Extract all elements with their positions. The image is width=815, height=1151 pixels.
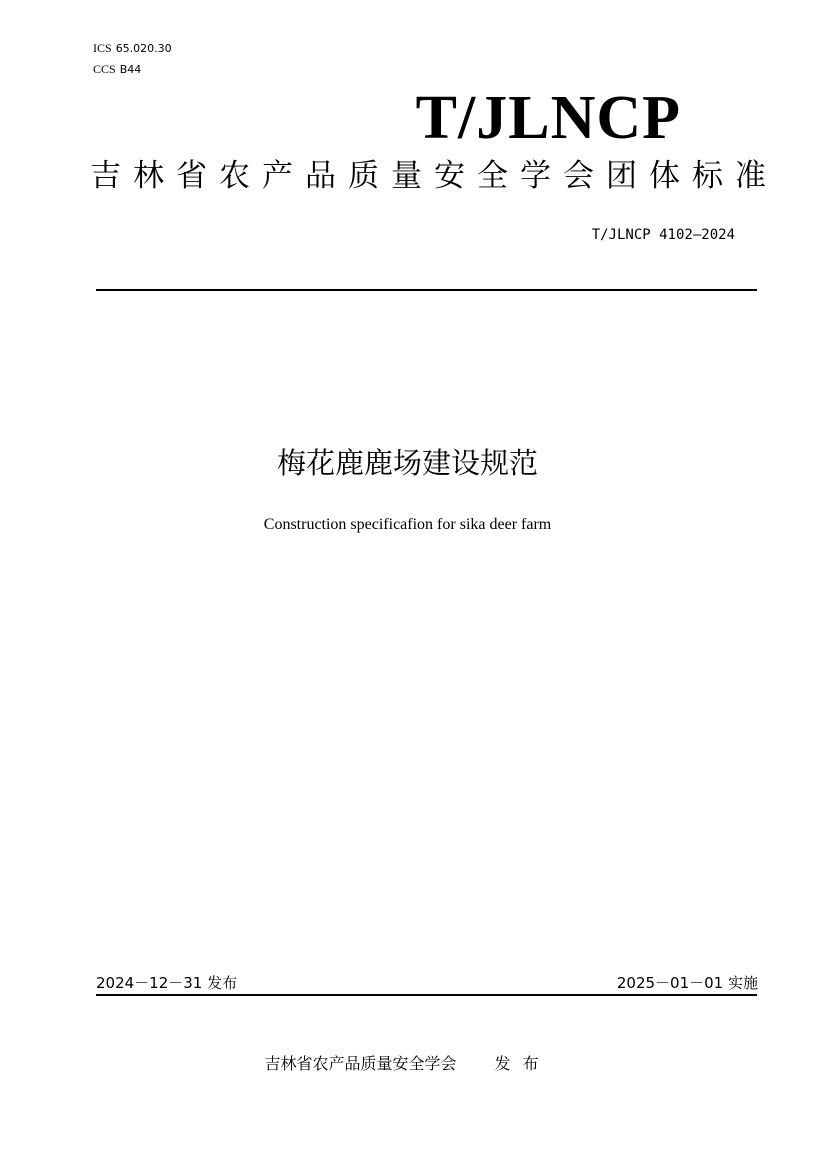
ccs-label: CCS [93, 62, 116, 76]
ics-label: ICS [93, 41, 112, 55]
publish-date: 2024－12－31 发布 [96, 974, 238, 992]
ics-value: 65.020.30 [115, 42, 172, 55]
ccs-classification [93, 62, 141, 77]
footer-divider [96, 994, 757, 996]
publisher-statement [0, 1053, 815, 1075]
publisher-action: 发布 [494, 1054, 551, 1073]
document-title-english: Construction specificafion for sika deer farm [263, 516, 552, 533]
header-divider [96, 289, 757, 291]
publisher-name: 吉林省农产品质量安全学会 [264, 1054, 457, 1073]
standard-code-logo: T/JLNCP [415, 84, 681, 152]
ccs-value: B44 [119, 63, 142, 76]
implementation-date: 2025－01－01 实施 [616, 974, 758, 992]
organization-standard-name: 吉林省农产品质量安全学会团体标准 [90, 158, 778, 194]
ics-classification [93, 41, 172, 56]
standard-number: T/JLNCP 4102—2024 [591, 227, 735, 243]
document-title-chinese: 梅花鹿鹿场建设规范 [276, 446, 538, 480]
